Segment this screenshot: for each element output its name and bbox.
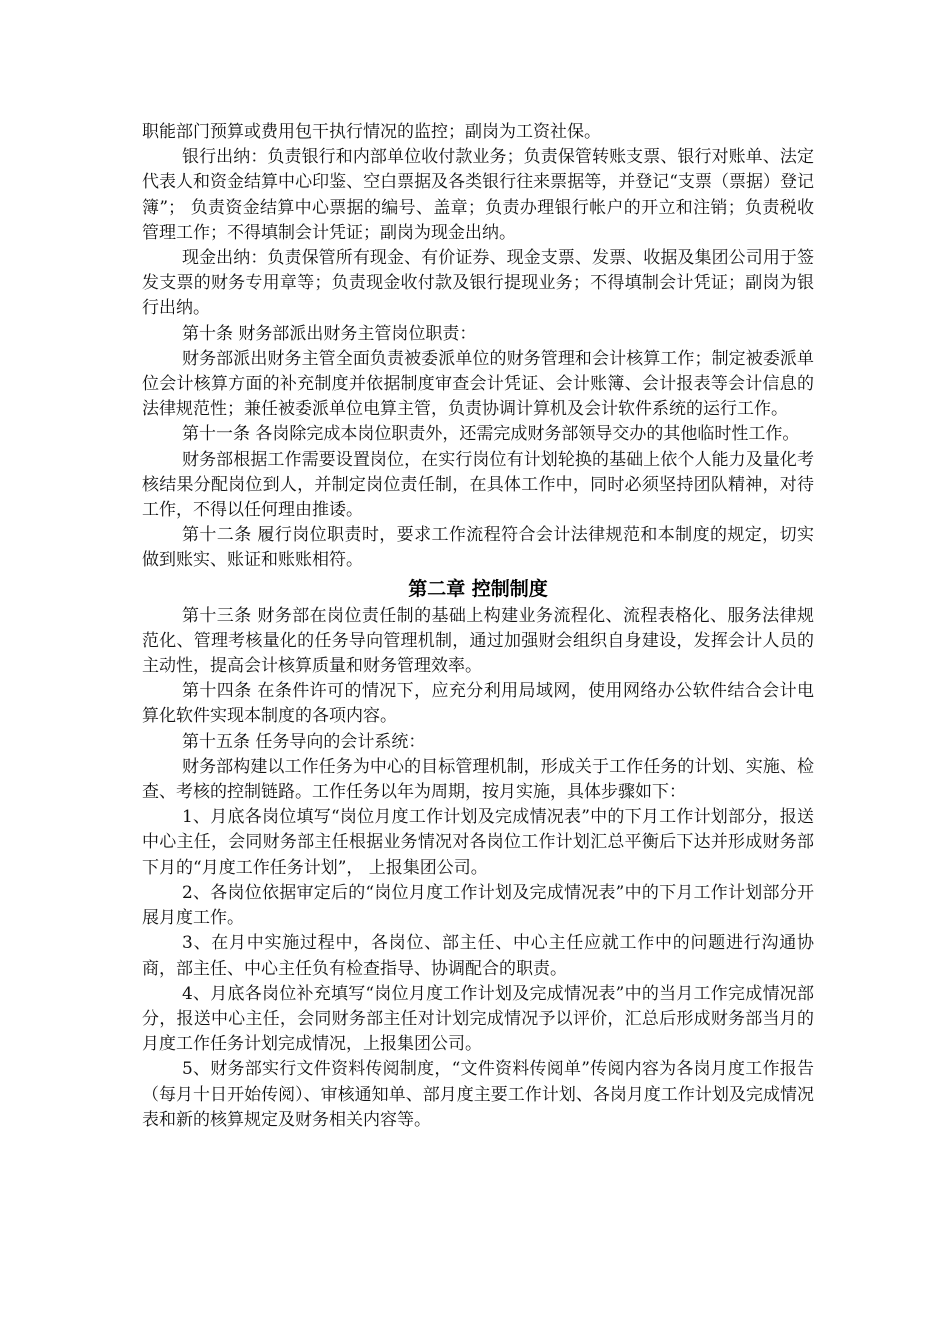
paragraph-article-10-body: 财务部派出财务主管全面负责被委派单位的财务管理和会计核算工作；制定被委派单位会计核算方面的补充制度并依据制度审查会计凭证、会计账簿、会计报表等会计信息的法律规范性；兼任被委派单位电算主管，负责协调计算机及会计软件系统的运行工作。 [142, 348, 814, 420]
step-4: 4、月底各岗位补充填写“岗位月度工作计划及完成情况表”中的当月工作完成情况部分，报送中心主任，会同财务部主任对计划完成情况予以评价，汇总后形成财务部当月的月度工作任务计划完成情况，上报集团公司。 [142, 983, 814, 1055]
paragraph-article-15-body: 财务部构建以工作任务为中心的目标管理机制，形成关于工作任务的计划、实施、检查、考核的控制链路。工作任务以年为周期，按月实施，具体步骤如下： [142, 756, 814, 803]
article-12: 第十二条 履行岗位职责时，要求工作流程符合会计法律规范和本制度的规定，切实做到账实、账证和账账相符。 [142, 525, 814, 571]
article-14: 第十四条 在条件许可的情况下，应充分利用局域网，使用网络办公软件结合会计电算化软件实现本制度的各项内容。 [142, 681, 814, 727]
article-15-heading: 第十五条 任务导向的会计系统： [182, 731, 426, 752]
step-2: 2、各岗位依据审定后的“岗位月度工作计划及完成情况表”中的下月工作计划部分开展月度工作。 [142, 882, 814, 929]
document-page [142, 120, 814, 1133]
article-10-heading: 第十条 财务部派出财务主管岗位职责： [182, 323, 477, 344]
paragraph-post-assignment: 财务部根据工作需要设置岗位，在实行岗位有计划轮换的基础上依个人能力及量化考核结果分配岗位到人，并制定岗位责任制，在具体工作中，同时必须坚持团队精神，对待工作，不得以任何理由推诿。 [142, 449, 814, 521]
chapter-title: 第二章 控制制度 [408, 577, 548, 600]
article-13: 第十三条 财务部在岗位责任制的基础上构建业务流程化、流程表格化、服务法律规范化、管理考核量化的任务导向管理机制，通过加强财会组织自身建设，发挥会计人员的主动性，提高会计核算质量和财务管理效率。 [142, 605, 814, 677]
paragraph-bank-cashier: 银行出纳：负责银行和内部单位收付款业务；负责保管转账支票、银行对账单、法定代表人和资金结算中心印鉴、空白票据及各类银行往来票据等，并登记“支票（票据）登记簿”； 负责资金结算中心票据的编号、盖章；负责办理银行帐户的开立和注销；负责税收管理工作；不得填制会计凭证；副岗为现金出纳。 [142, 147, 814, 243]
step-3: 3、在月中实施过程中，各岗位、部主任、中心主任应就工作中的问题进行沟通协商，部主任、中心主任负有检查指导、协调配合的职责。 [142, 933, 814, 979]
paragraph-continuation: 职能部门预算或费用包干执行情况的监控；副岗为工资社保。 [142, 122, 601, 142]
step-5: 5、财务部实行文件资料传阅制度，“文件资料传阅单”传阅内容为各岗月度工作报告（每月十日开始传阅）、审核通知单、部月度主要工作计划、各岗月度工作计划及完成情况表和新的核算规定及财务相关内容等。 [142, 1059, 814, 1130]
paragraph-cash-cashier: 现金出纳：负责保管所有现金、有价证券、现金支票、发票、收据及集团公司用于签发支票的财务专用章等；负责现金收付款及银行提现业务；不得填制会计凭证；副岗为银行出纳。 [142, 248, 814, 319]
step-1: 1、月底各岗位填写“岗位月度工作计划及完成情况表”中的下月工作计划部分，报送中心主任，会同财务部主任根据业务情况对各岗位工作计划汇总平衡后下达并形成财务部下月的“月度工作任务计划”， 上报集团公司。 [142, 807, 814, 878]
article-11: 第十一条 各岗除完成本岗位职责外，还需完成财务部领导交办的其他临时性工作。 [182, 424, 800, 445]
